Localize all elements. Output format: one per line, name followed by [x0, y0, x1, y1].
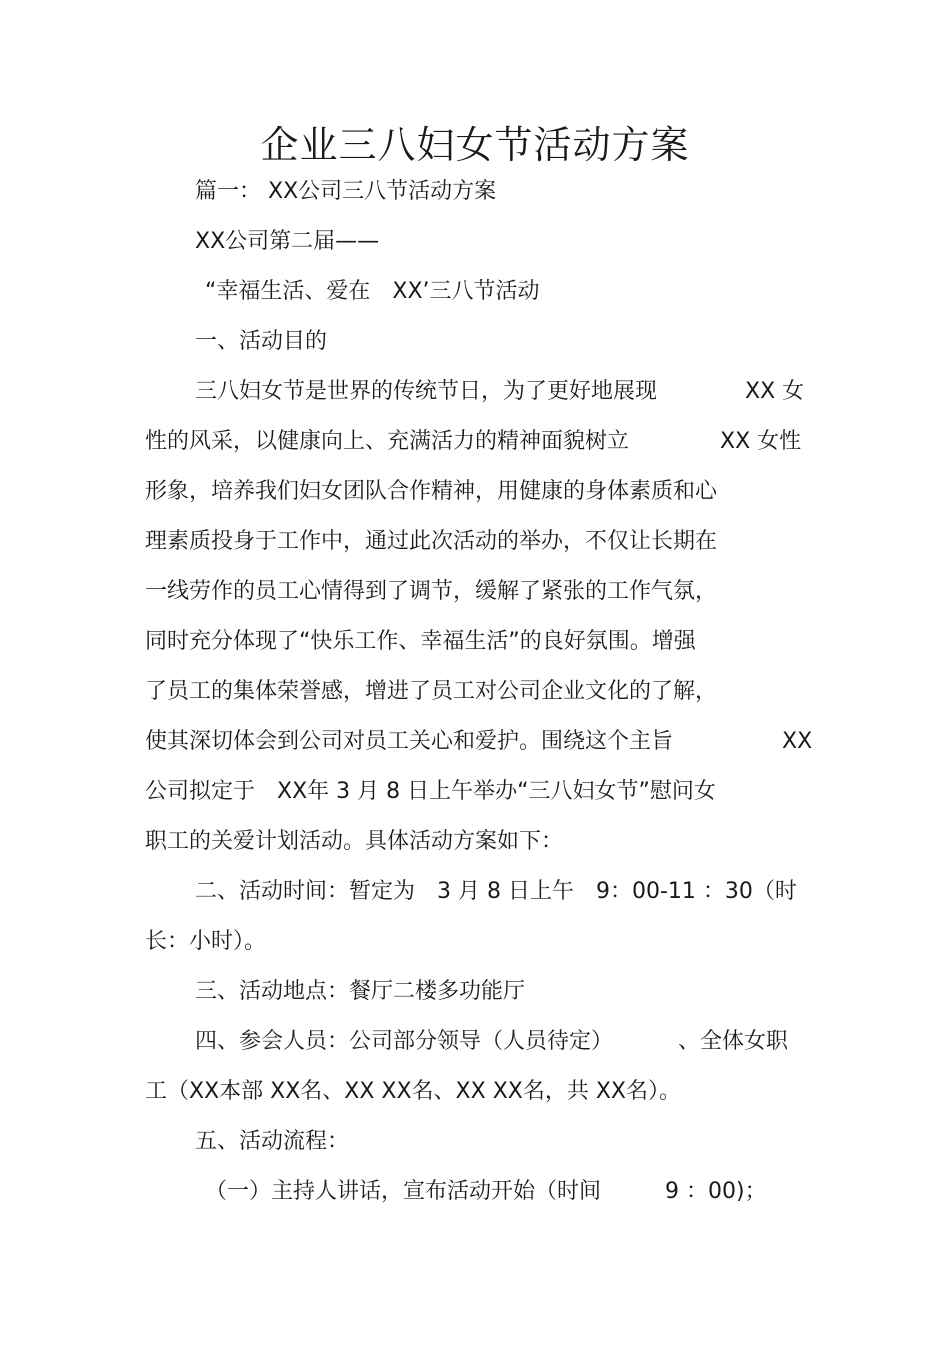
paragraph-line: 同时充分体现了“快乐工作、幸福生活”的良好氛围。增强	[145, 629, 696, 654]
paragraph-line: 职工的关爱计划活动。具体活动方案如下：	[145, 829, 564, 854]
paragraph-line-tail: XX	[782, 729, 813, 754]
paragraph-line: “幸福生活、爱在 XX’三八节活动	[205, 279, 540, 304]
paragraph-line: 一线劳作的员工心情得到了调节，缓解了紧张的工作气氛，	[145, 579, 718, 604]
paragraph-line: 三八妇女节是世界的传统节日，为了更好地展现	[195, 379, 658, 404]
list-item-tail: 9 ：00)；	[665, 1179, 767, 1204]
section-heading: 一、活动目的	[195, 329, 328, 354]
paragraph-line: 形象，培养我们妇女团队合作精神，用健康的身体素质和心	[145, 479, 718, 504]
paragraph-line: 理素质投身于工作中，通过此次活动的举办，不仅让长期在	[145, 529, 718, 554]
document-title: 企业三八妇女节活动方案	[260, 123, 690, 167]
paragraph-line: 性的风采，以健康向上、充满活力的精神面貌树立	[145, 429, 630, 454]
section-heading: 四、参会人员：公司部分领导（人员待定）	[195, 1029, 614, 1054]
paragraph-line: 工（XX本部 XX名、XX XX名、XX XX名，共 XX名）。	[145, 1079, 681, 1104]
section-heading: 五、活动流程：	[195, 1129, 350, 1154]
paragraph-line: 公司拟定于 XX年 3 月 8 日上午举办“三八妇女节”慰问女	[145, 779, 716, 804]
paragraph-line-tail: 、全体女职	[678, 1029, 789, 1054]
list-item: （一）主持人讲话，宣布活动开始（时间	[205, 1179, 602, 1204]
paragraph-line: XX公司第二届——	[195, 229, 380, 254]
section-heading: 二、活动时间：暂定为 3 月 8 日上午 9：00-11 ：30（时	[195, 879, 797, 904]
paragraph-line: 长：小时）。	[145, 929, 267, 954]
section-heading: 三、活动地点：餐厅二楼多功能厅	[195, 979, 526, 1004]
paragraph-line: 了员工的集体荣誉感，增进了员工对公司企业文化的了解，	[145, 679, 718, 704]
paragraph-line: 使其深切体会到公司对员工关心和爱护。围绕这个主旨	[145, 729, 674, 754]
paragraph-line-tail: XX 女性	[720, 429, 802, 454]
subtitle-line: 篇一： XX公司三八节活动方案	[195, 179, 497, 204]
paragraph-line-tail: XX 女	[745, 379, 805, 404]
